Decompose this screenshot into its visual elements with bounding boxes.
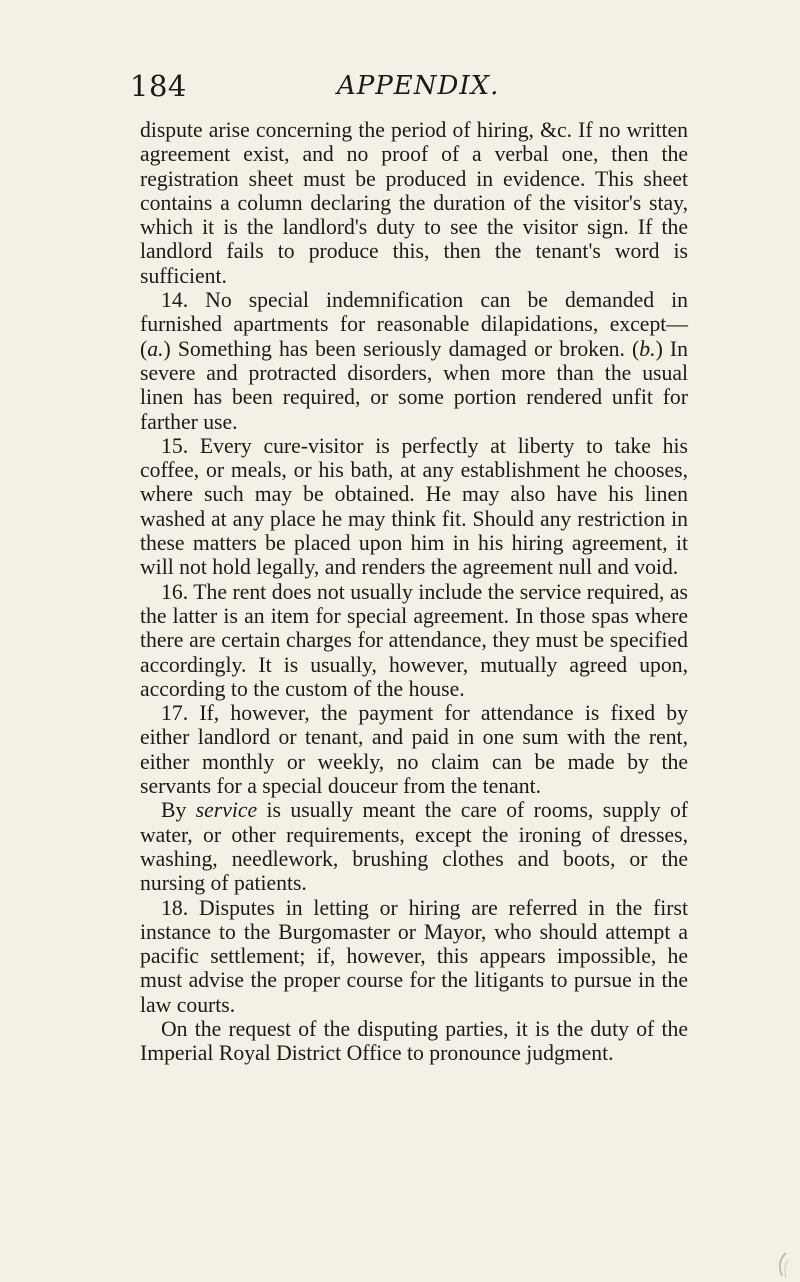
paragraph (140, 798, 688, 895)
running-title: APPENDIX. (337, 71, 500, 101)
paragraph (140, 118, 688, 288)
italic-text: b. (639, 336, 656, 361)
paragraph-text: By (161, 798, 196, 823)
paragraph-text: is usually meant the care of rooms, supply of water, or other requirements, except the ironing of dresses, washing, needlework, brushing clothes and boots, or the nursing of patients. (140, 798, 689, 896)
paragraph-text: 16. The rent does not usually include the service required, as the latter is an item for special agreement. In those spas where there are certain charges for attendance, they must be specified accordingly. It is usually, however, mutually agreed upon, according to the custom of the house. (140, 579, 688, 701)
paragraph (140, 580, 688, 701)
paragraph-text: dispute arise concerning the period of hiring, &c. If no written agreement exist, and no proof of a verbal one, then the registration sheet must be produced in evidence. This sheet contains a column declaring the duration of the visitor's stay, which it is the landlord's duty to see the visitor sign. If the landlord fails to produce this, then the tenant's word is sufficient. (140, 118, 688, 288)
paragraph-text: 14. No special indemnification can be demanded in furnished apartments for reasonable dilapidations, except—( (140, 288, 688, 361)
body-text (140, 118, 688, 1066)
paragraph (140, 701, 688, 798)
running-head (130, 66, 690, 106)
italic-text: a. (147, 336, 164, 361)
page-number: 184 (130, 69, 187, 103)
paragraph (140, 288, 688, 434)
paragraph (140, 434, 688, 580)
page-corner-mark (774, 1250, 794, 1280)
paragraph-text: 17. If, however, the payment for attendance is fixed by either landlord or tenant, and paid in one sum with the rent, either monthly or weekly, no claim can be made by the servants for a special douceur from the tenant. (140, 701, 688, 799)
paragraph (140, 896, 688, 1017)
paragraph-text: 15. Every cure-visitor is perfectly at liberty to take his coffee, or meals, or his bath, at any establishment he chooses, where such may be obtained. He may also have his linen washed at any place he may think fit. Should any restriction in these matters be placed upon him in his hiring agreement, it will not hold legally, and renders the agreement null and void. (140, 433, 688, 580)
paragraph-text: ) Something has been seriously damaged or broken. ( (163, 336, 640, 361)
paragraph-text: 18. Disputes in letting or hiring are referred in the first instance to the Burgomaster or Mayor, who should attempt a pacific settlement; if, however, this appears impossible, he must advise the proper course for the litigants to pursue in the law courts. (140, 895, 688, 1017)
paragraph-text: ) In severe and protracted disorders, when more than the usual linen has been required, or some portion rendered unfit for farther use. (140, 336, 689, 434)
italic-text: service (195, 798, 258, 823)
paragraph (140, 1017, 688, 1066)
paragraph-text: On the request of the disputing parties, it is the duty of the Imperial Royal District Office to pronounce judgment. (140, 1016, 688, 1066)
